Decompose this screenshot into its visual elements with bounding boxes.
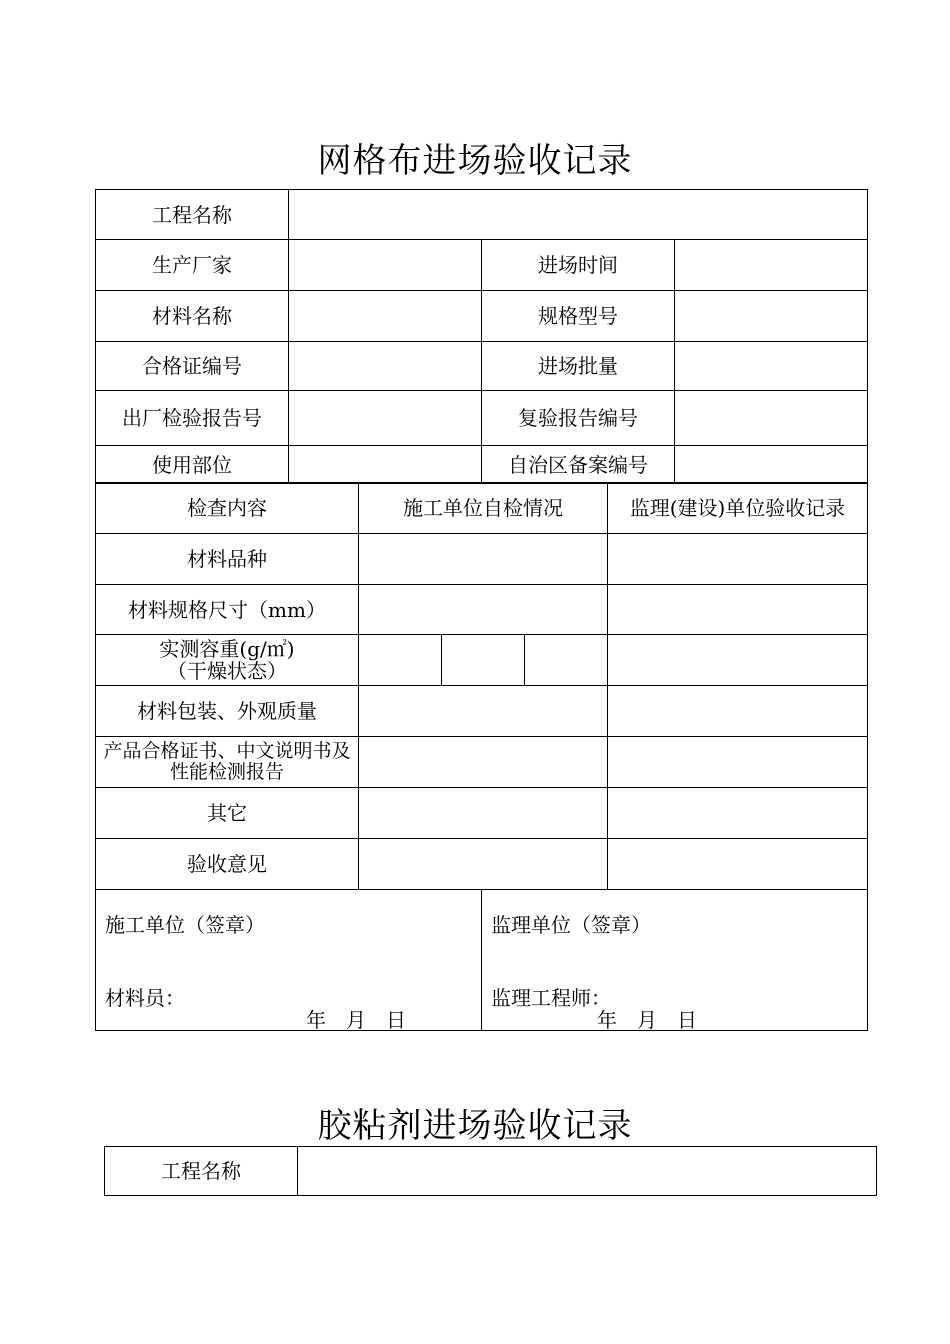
other-supervisor-field[interactable] bbox=[608, 788, 868, 839]
packaging-supervisor-field[interactable] bbox=[608, 686, 868, 737]
packaging-contractor-field[interactable] bbox=[359, 686, 608, 737]
opinion-contractor-field[interactable] bbox=[359, 839, 608, 890]
entry-time-field[interactable] bbox=[675, 240, 868, 291]
form1-signature-table bbox=[95, 889, 868, 1031]
density-label-line1: 实测容重(g/㎡) bbox=[159, 637, 295, 661]
opinion-label: 验收意见 bbox=[96, 839, 359, 890]
usage-location-field[interactable] bbox=[289, 446, 482, 484]
entry-batch-label: 进场批量 bbox=[482, 342, 675, 391]
material-size-contractor-field[interactable] bbox=[359, 585, 608, 635]
packaging-label: 材料包装、外观质量 bbox=[96, 686, 359, 737]
form2-project-name-label: 工程名称 bbox=[105, 1147, 298, 1196]
density-supervisor-field[interactable] bbox=[608, 635, 868, 686]
density-sample-1-field[interactable] bbox=[359, 635, 442, 686]
form2-info-table bbox=[104, 1146, 877, 1196]
manufacturer-label: 生产厂家 bbox=[96, 240, 289, 291]
other-contractor-field[interactable] bbox=[359, 788, 608, 839]
manufacturer-field[interactable] bbox=[289, 240, 482, 291]
density-sample-2-field[interactable] bbox=[442, 635, 525, 686]
certificate-no-field[interactable] bbox=[289, 342, 482, 391]
material-name-label: 材料名称 bbox=[96, 291, 289, 342]
factory-report-label: 出厂检验报告号 bbox=[96, 391, 289, 446]
supervisor-unit-label: 监理单位（签章） bbox=[491, 913, 651, 937]
entry-time-label: 进场时间 bbox=[482, 240, 675, 291]
form1-title: 网格布进场验收记录 bbox=[317, 141, 633, 181]
material-variety-contractor-field[interactable] bbox=[359, 534, 608, 585]
factory-report-field[interactable] bbox=[289, 391, 482, 446]
density-sample-3-field[interactable] bbox=[525, 635, 608, 686]
form2-title: 胶粘剂进场验收记录 bbox=[317, 1106, 633, 1146]
opinion-supervisor-field[interactable] bbox=[608, 839, 868, 890]
certificate-no-label: 合格证编号 bbox=[96, 342, 289, 391]
material-size-label: 材料规格尺寸（mm） bbox=[96, 585, 359, 635]
certificates-label: 产品合格证书、中文说明书及性能检测报告 bbox=[96, 737, 359, 788]
spec-model-label: 规格型号 bbox=[482, 291, 675, 342]
form1-check-table bbox=[95, 482, 868, 890]
region-record-field[interactable] bbox=[675, 446, 868, 484]
spec-model-field[interactable] bbox=[675, 291, 868, 342]
retest-report-label: 复验报告编号 bbox=[482, 391, 675, 446]
region-record-label: 自治区备案编号 bbox=[482, 446, 675, 484]
supervisor-date-label: 年 月 日 bbox=[597, 1008, 697, 1031]
material-size-supervisor-field[interactable] bbox=[608, 585, 868, 635]
form2-project-name-field[interactable] bbox=[298, 1147, 877, 1196]
material-name-field[interactable] bbox=[289, 291, 482, 342]
contractor-check-header: 施工单位自检情况 bbox=[359, 483, 608, 534]
form1-info-table bbox=[95, 189, 868, 484]
usage-location-label: 使用部位 bbox=[96, 446, 289, 484]
other-label: 其它 bbox=[96, 788, 359, 839]
certificates-contractor-field[interactable] bbox=[359, 737, 608, 788]
contractor-unit-label: 施工单位（签章） bbox=[105, 913, 265, 937]
contractor-date-label: 年 月 日 bbox=[306, 1008, 406, 1031]
contractor-signature-block[interactable] bbox=[96, 890, 482, 1031]
supervisor-signature-block[interactable] bbox=[482, 890, 868, 1031]
entry-batch-field[interactable] bbox=[675, 342, 868, 391]
density-label-line2: （干燥状态） bbox=[167, 659, 287, 683]
material-variety-label: 材料品种 bbox=[96, 534, 359, 585]
retest-report-field[interactable] bbox=[675, 391, 868, 446]
supervisor-record-header: 监理(建设)单位验收记录 bbox=[608, 483, 868, 534]
project-name-label: 工程名称 bbox=[96, 190, 289, 240]
certificates-supervisor-field[interactable] bbox=[608, 737, 868, 788]
material-variety-supervisor-field[interactable] bbox=[608, 534, 868, 585]
check-content-header: 检查内容 bbox=[96, 483, 359, 534]
material-clerk-label: 材料员： bbox=[105, 986, 185, 1010]
project-name-field[interactable] bbox=[289, 190, 868, 240]
supervisor-engineer-label: 监理工程师： bbox=[491, 986, 611, 1010]
density-label bbox=[96, 635, 359, 686]
